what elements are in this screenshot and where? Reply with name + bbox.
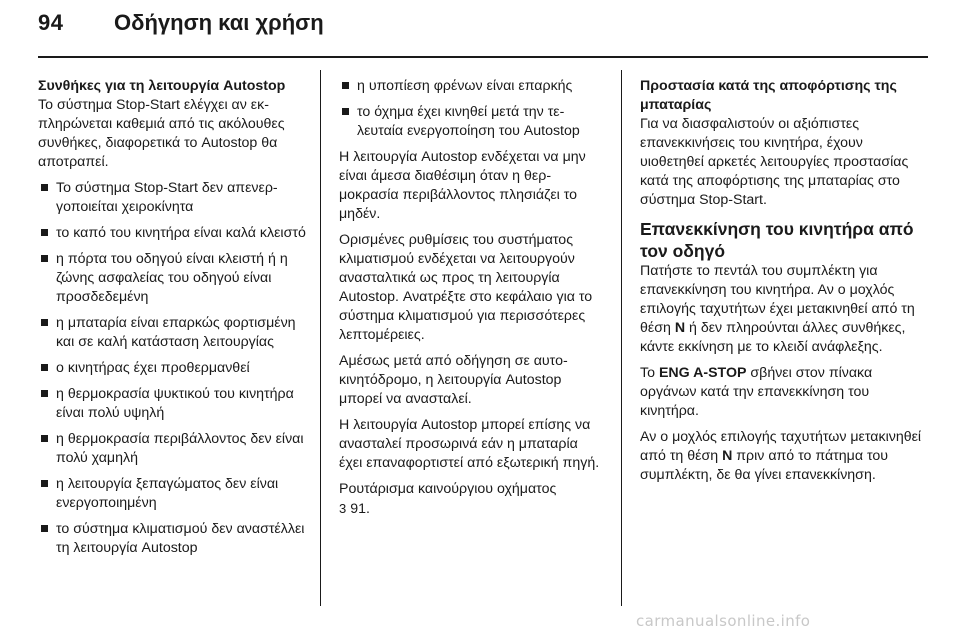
paragraph: Αμέσως μετά από οδήγηση σε αυτοκινητόδρομο, η λειτουργία Autostop μπορεί να ανασταλεί. bbox=[339, 353, 568, 407]
paragraph: Ορισμένες ρυθμίσεις του συστήματος κλιματισμού ενδέχεται να λειτουργούν ανασταλτικά ως προς τη λειτουργία Autostop. Ανατρέξτε στο κεφάλαιο για το σύστημα κλιματισμού για περισσότερες λεπτομέρειες. bbox=[339, 232, 593, 343]
text-run: Πατήστε το πεντάλ του συμπλέκτη για επανεκκίνηση του κινητήρα. Αν ο μοχλός επιλογής ταχυτήτων έχει μετακινηθεί από τη θέση bbox=[640, 263, 915, 336]
text-run: Το bbox=[640, 365, 659, 381]
text-run: Αν ο μοχλός επιλογής ταχυτήτων μετακινηθεί από τη θέση bbox=[640, 429, 922, 464]
list-item: το καπό του κινητήρα είναι καλά κλειστό bbox=[38, 224, 308, 243]
paragraph: Η λειτουργία Autostop μπορεί επίσης να ανασταλεί προσωρινά εάν η μπαταρία έχει επαναφορτιστεί από εξωτερική πηγή. bbox=[339, 417, 600, 471]
paragraph bbox=[640, 262, 930, 357]
gear-position-n: N bbox=[674, 320, 686, 336]
list-item: η υποπίεση φρένων είναι επαρκής bbox=[339, 77, 604, 96]
list-item: η μπαταρία είναι επαρκώς φορτισμένη και σε καλή κατάσταση λειτουργίας bbox=[38, 314, 308, 352]
watermark: carmanualsonline.info bbox=[636, 612, 811, 630]
list-item: το σύστημα κλιματισμού δεν αναστέλλει τη λειτουργία Autostop bbox=[38, 520, 308, 558]
paragraph bbox=[339, 480, 604, 519]
page-header bbox=[38, 4, 928, 56]
list-item: το όχημα έχει κινηθεί μετά την τελευταία ενεργοποίηση του Autostop bbox=[339, 103, 604, 141]
list-item: η θερμοκρασία ψυκτικού του κινητήρα είναι πολύ υψηλή bbox=[38, 385, 308, 423]
section-title: Προστασία κατά της αποφόρτισης της μπαταρίας bbox=[640, 78, 897, 113]
list-item: η λειτουργία ξεπαγώματος δεν είναι ενεργοποιημένη bbox=[38, 475, 308, 513]
column-divider bbox=[320, 70, 321, 606]
page-reference-icon: 3 bbox=[339, 501, 347, 516]
paragraph: Για να διασφαλιστούν οι αξιόπιστες επανεκκινήσεις του κινητήρα, έχουν υιοθετηθεί αρκετές λειτουργίες προστασίας κατά της αποφόρτισης της μπαταρίας στο σύστημα Stop-Start. bbox=[640, 116, 909, 208]
text-run: σβήνει στον πίνακα οργάνων κατά την επανεκκίνηση του κινητήρα. bbox=[640, 365, 873, 419]
text-run: πριν από το πάτημα του συμπλέκτη, δε θα γίνει επανεκκίνηση. bbox=[640, 448, 889, 483]
section-title: Συνθήκες για τη λειτουργία Autostop bbox=[38, 78, 286, 94]
cross-reference-label: Ρουτάρισμα καινούργιου οχήματος bbox=[339, 481, 557, 497]
list-item: ο κινητήρας έχει προθερμανθεί bbox=[38, 359, 308, 378]
list-item: η πόρτα του οδηγού είναι κλειστή ή η ζώνης ασφαλείας του οδηγού είναι προσδεδεμένη bbox=[38, 250, 308, 307]
paragraph: Το σύστημα Stop-Start ελέγχει αν εκπληρώνεται καθεμιά από τις ακόλουθες συνθήκες, διαφορετικά το Autostop θα αποτραπεί. bbox=[38, 97, 285, 170]
column-divider bbox=[621, 70, 622, 606]
list-item: Το σύστημα Stop-Start δεν απενεργοποιείται χειροκίνητα bbox=[38, 179, 308, 217]
paragraph bbox=[640, 364, 930, 421]
conditions-list bbox=[38, 179, 308, 558]
column-1 bbox=[38, 77, 308, 565]
column-3 bbox=[640, 77, 930, 492]
chapter-title: Οδήγηση και χρήση bbox=[114, 10, 324, 35]
page-number: 94 bbox=[38, 10, 64, 35]
gear-position-n: N bbox=[722, 448, 733, 464]
list-item: η θερμοκρασία περιβάλλοντος δεν είναι πολύ χαμηλή bbox=[38, 430, 308, 468]
indicator-label: ENG A-STOP bbox=[658, 365, 747, 381]
column-2 bbox=[339, 77, 604, 526]
conditions-list-cont bbox=[339, 77, 604, 141]
section-heading: Επανεκκίνηση του κινητήρα από τον οδηγό bbox=[640, 219, 914, 261]
paragraph bbox=[640, 428, 930, 485]
header-rule bbox=[38, 56, 928, 58]
paragraph: Η λειτουργία Autostop ενδέχεται να μην είναι άμεσα διαθέσιμη όταν η θερμοκρασία περιβάλλοντος πλησιάζει το μηδέν. bbox=[339, 149, 586, 222]
page-reference-link[interactable]: 91. bbox=[350, 501, 370, 517]
text-run: ή δεν πληρούνται άλλες συνθήκες, κάντε εκκίνηση με το κλειδί ανάφλεξης. bbox=[640, 320, 906, 355]
